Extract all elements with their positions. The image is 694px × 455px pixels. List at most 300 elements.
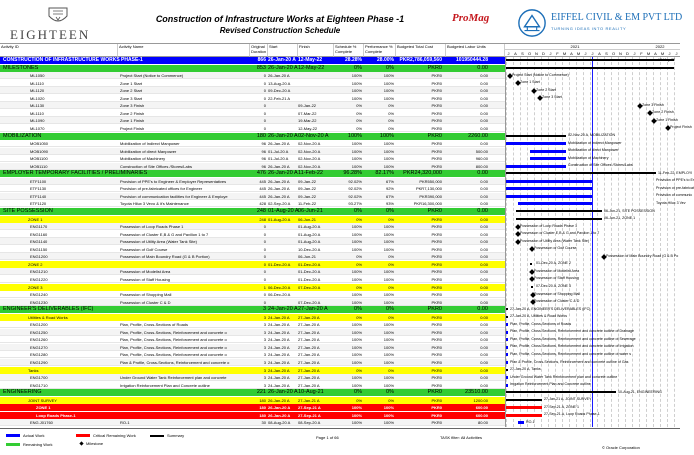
- cell-btc: PKR0: [431, 118, 442, 124]
- gantt-bar-label: Plan, Profile, Cross-Sections, Reinforcement and concrete outline of Irrigation: [510, 344, 634, 349]
- col-header-labor-units[interactable]: Budgeted Labor Units: [446, 44, 505, 57]
- cell-perf: 0%: [388, 284, 394, 290]
- cell-name: Plan, Profile, Cross-Sections, Reinforcement and concrete o: [120, 337, 227, 343]
- activity-bar[interactable]: [506, 406, 542, 409]
- cell-id: ENG1220: [30, 276, 48, 282]
- cell-units: 800.00: [475, 163, 488, 169]
- activity-row[interactable]: [0, 291, 505, 298]
- cell-btc: PKR0: [427, 208, 442, 214]
- col-header-schedule[interactable]: Schedule % Complete: [334, 44, 364, 57]
- activity-row[interactable]: [0, 102, 505, 109]
- activity-bar[interactable]: [506, 195, 592, 198]
- cell-btc: PKR0: [431, 141, 442, 147]
- gantt-bar-label: Possession of Staff Housing: [534, 276, 579, 281]
- month-label: D: [542, 51, 545, 56]
- cell-dur: 0: [263, 254, 266, 260]
- activity-row[interactable]: [0, 178, 505, 185]
- cell-btc: PKR24,320,000: [403, 170, 442, 177]
- legend-swatch: [6, 443, 20, 446]
- activity-bar[interactable]: [530, 150, 566, 153]
- month-label: M: [576, 51, 581, 56]
- cell-id: ENGINEERING: [3, 389, 42, 396]
- cell-perf: 28.00%: [377, 57, 394, 63]
- cell-units: 0.00: [480, 352, 488, 358]
- cell-dur: 180: [259, 412, 266, 418]
- cell-id: ENG1700: [30, 375, 48, 381]
- gantt-bar-label: Provision of communic: [656, 193, 693, 198]
- cell-units: 1200.00: [473, 397, 488, 403]
- activity-row[interactable]: [0, 321, 505, 328]
- cell-perf: 100%: [383, 239, 394, 245]
- cell-perf: 100%: [383, 163, 394, 169]
- cell-dur: 3: [263, 375, 266, 381]
- cell-btc: PKR0: [431, 352, 442, 358]
- activity-bar[interactable]: [506, 346, 508, 349]
- wbs-row[interactable]: [0, 404, 505, 411]
- activity-row[interactable]: [0, 351, 505, 358]
- activity-row[interactable]: [0, 80, 505, 87]
- activity-row[interactable]: [0, 419, 505, 426]
- activity-bar[interactable]: [506, 165, 566, 168]
- cell-name: Mobilization of direct Manpower: [120, 148, 177, 154]
- cell-finish: 01-Dec-20 A: [298, 261, 321, 267]
- activity-row[interactable]: [0, 246, 505, 253]
- cell-sched: 0%: [354, 64, 362, 71]
- activity-bar[interactable]: [518, 202, 592, 205]
- legend-milestone: [80, 441, 103, 446]
- cell-dur: 476: [256, 170, 266, 177]
- wbs-row[interactable]: [0, 133, 505, 140]
- col-header-budget-cost[interactable]: Budgeted Total Cost: [396, 44, 446, 57]
- cell-start: 26-Jan-20 A: [268, 397, 290, 403]
- cell-finish: 27-Jan-20 A: [298, 360, 320, 365]
- cell-perf: 0%: [388, 397, 394, 403]
- summary-bar[interactable]: [506, 316, 508, 318]
- cell-dur: 0: [263, 110, 266, 116]
- cell-finish: 06-Jun-21: [298, 216, 317, 222]
- cell-perf: 100%: [383, 405, 394, 411]
- wbs-row[interactable]: [0, 412, 505, 419]
- activity-bar[interactable]: [506, 331, 508, 334]
- cell-btc: PKR0: [431, 382, 442, 388]
- cell-dur: 3: [263, 337, 266, 343]
- legend-swatch: [6, 434, 20, 437]
- activity-row[interactable]: [0, 193, 505, 200]
- cell-finish: 02-Nov-20 A: [298, 156, 321, 162]
- activity-row[interactable]: [0, 163, 505, 170]
- activity-row[interactable]: [0, 268, 505, 275]
- cell-finish: 01-Dec-20 A: [298, 269, 321, 275]
- cell-btc: PKR0: [431, 95, 442, 101]
- legend-label: Milestone: [86, 441, 104, 446]
- cell-dur: 445: [259, 186, 266, 192]
- gantt-bar-label: RO-1: [526, 419, 535, 424]
- legend-critical-work: [76, 433, 136, 438]
- activity-bar[interactable]: [506, 361, 508, 364]
- cell-name: [120, 65, 250, 72]
- cell-sched: 0%: [356, 284, 362, 290]
- cell-id: ML1090: [30, 118, 45, 124]
- cell-dur: 30: [261, 420, 266, 426]
- gantt-bar-label: 27-Jan-20 A, Utilities & Road Works: [510, 314, 568, 319]
- wbs-row[interactable]: [0, 261, 505, 268]
- cell-dur: 96: [261, 156, 266, 162]
- cell-dur: 445: [259, 193, 266, 199]
- activity-bar[interactable]: [506, 376, 508, 379]
- cell-btc: PKR0: [427, 64, 442, 71]
- cell-btc: PKR0: [431, 156, 442, 162]
- cell-sched: 96.28%: [343, 170, 362, 177]
- gantt-bar-label: 27-Sep-21 A, Loop Roads Phase-1: [544, 412, 600, 417]
- cell-id: SITE POSSESSION: [3, 208, 53, 214]
- col-header-duration[interactable]: Original Duration: [250, 44, 268, 57]
- activity-row[interactable]: [0, 336, 505, 343]
- summary-bar[interactable]: [506, 59, 674, 61]
- cell-sched: 0%: [356, 216, 362, 222]
- summary-bar[interactable]: [506, 391, 616, 393]
- gantt-bar-label: 07-Dec-20 A, ZONE 3: [536, 284, 571, 288]
- cell-sched: 100%: [351, 88, 362, 94]
- cell-units: 0.00: [480, 88, 488, 94]
- cell-units: 101950444.28: [456, 57, 488, 63]
- activity-row[interactable]: [0, 87, 505, 94]
- cell-finish: 27-Sep-21 A: [298, 412, 321, 418]
- cell-units: 0.00: [477, 170, 488, 177]
- gantt-bar-label: Possession of Main Boundry Road (G & B Po: [606, 253, 679, 258]
- gantt-bar-label: Plan, Profile, Cross-Sections, Reinforcement and concrete outline of Drainage: [510, 329, 635, 334]
- cell-name: Toyota Hilux 3 Vevo & it's Maintenance: [120, 201, 189, 207]
- cell-perf: 0%: [386, 64, 394, 71]
- cell-btc: PKR0: [431, 239, 442, 245]
- cell-sched: 100%: [351, 95, 362, 101]
- activity-bar[interactable]: [506, 323, 508, 326]
- cell-finish: 01-Dec-20 A: [298, 276, 321, 282]
- cell-units: 0.00: [480, 186, 488, 192]
- activity-bar[interactable]: [506, 187, 592, 190]
- cell-units: 0.00: [480, 314, 488, 320]
- gantt-bar-label: Possession of Utility Area (Water Tank Site): [520, 238, 590, 243]
- cell-finish: 07-Mar-22: [298, 110, 317, 116]
- legend-remaining-work: [6, 442, 53, 447]
- cell-units: 0.00: [480, 141, 488, 147]
- activity-row[interactable]: [0, 329, 505, 336]
- activity-row[interactable]: [0, 110, 505, 117]
- cell-id: MOB1100: [30, 156, 48, 162]
- summary-bar[interactable]: [506, 135, 566, 137]
- cell-start: 01-Jul-20 A: [268, 148, 289, 154]
- cell-sched: 92.02%: [348, 178, 362, 184]
- cell-sched: 0%: [356, 397, 362, 403]
- cell-sched: 100%: [351, 329, 362, 335]
- gantt-bar-label: Irrigation Reinforcement Plan and Concrete outline: [510, 382, 591, 387]
- cell-id: ZONE 1: [36, 405, 51, 411]
- cell-perf: 100%: [383, 246, 394, 252]
- cell-name: Mobilization of Indirect Manpower: [120, 141, 180, 147]
- cell-perf: 67%: [385, 193, 394, 199]
- month-label: A: [598, 51, 601, 56]
- activity-bar[interactable]: [506, 353, 508, 356]
- cell-finish: [298, 80, 334, 87]
- summary-bar[interactable]: [506, 369, 508, 371]
- cell-start: [268, 268, 296, 275]
- activity-bar[interactable]: [518, 421, 524, 424]
- activity-row[interactable]: [0, 185, 505, 192]
- cell-units: 0.00: [480, 95, 488, 101]
- activity-bar[interactable]: [506, 384, 508, 387]
- cell-perf: 100%: [383, 148, 394, 154]
- activity-bar[interactable]: [530, 157, 566, 160]
- cell-dur: 0: [263, 224, 266, 230]
- summary-bar[interactable]: [516, 218, 602, 220]
- activity-row[interactable]: [0, 344, 505, 351]
- month-label: A: [514, 51, 517, 56]
- cell-perf: 0%: [388, 103, 394, 109]
- activity-row[interactable]: [0, 200, 505, 207]
- cell-units: 0.00: [480, 292, 488, 298]
- wbs-row[interactable]: [0, 216, 505, 223]
- summary-bar[interactable]: [506, 67, 674, 69]
- cell-dur: 0: [263, 231, 266, 237]
- cell-perf: 82.17%: [375, 170, 394, 177]
- cell-id: ENG1160: [30, 231, 48, 237]
- cell-units: 0.00: [480, 261, 488, 267]
- cell-finish: [298, 72, 334, 79]
- wbs-row[interactable]: [0, 65, 505, 72]
- cell-perf: 100%: [383, 412, 394, 418]
- cell-id: ENG1250: [30, 329, 48, 335]
- cell-units: 0.00: [480, 73, 488, 79]
- summary-bar[interactable]: [506, 172, 656, 174]
- legend-label: Summary: [167, 433, 185, 438]
- cell-finish: 10-Aug-21: [298, 389, 324, 396]
- cell-name: [120, 389, 250, 396]
- cell-units: 2260.00: [468, 132, 488, 139]
- cell-btc: PKR7,130,000: [415, 186, 442, 192]
- legend-label: Critical Remaining Work: [93, 433, 136, 438]
- cell-start: [268, 223, 296, 230]
- cell-dur: 3: [263, 367, 266, 373]
- month-label: J: [633, 51, 636, 56]
- summary-bar[interactable]: [506, 308, 508, 310]
- col-header-id[interactable]: Activity ID: [0, 44, 118, 57]
- cell-start: 26-Jan-20 A: [268, 170, 298, 177]
- cell-sched: 0%: [356, 118, 362, 124]
- cell-units: 960.00: [475, 156, 488, 162]
- cell-dur: 0: [263, 103, 266, 109]
- cell-units: 23510.00: [465, 389, 488, 396]
- gantt-bar-label: 27-Jan-20 A, Tanks: [510, 367, 541, 372]
- cell-name: [120, 284, 250, 291]
- col-header-performance[interactable]: Performance % Complete: [364, 44, 396, 57]
- cell-units: 0.00: [480, 224, 488, 230]
- cell-sched: 0%: [354, 208, 362, 214]
- cell-btc: PKR0: [431, 420, 442, 426]
- cell-dur: 248: [259, 216, 266, 222]
- month-label: F: [640, 51, 643, 56]
- cell-btc: PKR0: [431, 148, 442, 154]
- cell-dur: 428: [259, 201, 266, 207]
- cell-finish: 09-Jan-22: [298, 193, 317, 199]
- legend-swatch: [150, 435, 164, 437]
- col-header-name[interactable]: Activity Name: [118, 44, 250, 57]
- cell-name: Plan, Profile, Cross-Sections, Reinforcement and concrete o: [120, 352, 227, 358]
- activity-row[interactable]: [0, 374, 505, 381]
- cell-sched: 100%: [351, 269, 362, 275]
- col-header-finish[interactable]: Finish: [298, 44, 334, 57]
- cell-finish: [298, 95, 334, 102]
- wbs-row[interactable]: [0, 397, 505, 404]
- cell-id: ML1110: [30, 110, 44, 116]
- cell-dur: 0: [263, 80, 266, 86]
- activity-row[interactable]: [0, 125, 505, 132]
- cell-finish: 12-May-22: [298, 64, 325, 71]
- activity-row[interactable]: [0, 238, 505, 245]
- month-label: M: [646, 51, 651, 56]
- gantt-bar-label: Possession of Golf Course: [534, 246, 577, 251]
- cell-sched: 0%: [356, 103, 362, 109]
- cell-units: 0.00: [480, 367, 488, 373]
- cell-finish: 10-Dec-20 A: [298, 246, 321, 252]
- gantt-bar-label: Mobilization of direct Manpower: [568, 148, 619, 153]
- activity-row[interactable]: [0, 155, 505, 162]
- cell-name: [120, 412, 250, 419]
- activity-row[interactable]: [0, 140, 505, 147]
- cell-perf: 100%: [383, 73, 394, 79]
- activity-row[interactable]: [0, 231, 505, 238]
- cell-start: 26-Jan-20 A: [268, 389, 298, 396]
- activity-row[interactable]: [0, 148, 505, 155]
- activity-row[interactable]: [0, 276, 505, 283]
- cell-id: CONSTRUCTION OF INFRASTRUCTURE WORKS PHASE-1: [3, 57, 143, 63]
- activity-row[interactable]: [0, 359, 505, 366]
- cell-start: 24-Jan-20 A: [268, 329, 290, 335]
- cell-sched: 0%: [356, 261, 362, 267]
- wbs-row[interactable]: [0, 208, 505, 215]
- cell-name: Possession of Utility Area (Water Tank Site): [120, 239, 197, 245]
- wbs-row[interactable]: [0, 314, 505, 321]
- summary-bar[interactable]: [506, 399, 542, 401]
- cell-units: 0.00: [480, 375, 488, 381]
- cell-dur: 1: [263, 284, 266, 290]
- cell-perf: 100%: [383, 344, 394, 350]
- month-label: O: [527, 51, 532, 56]
- milestone-icon: [79, 441, 83, 445]
- activity-row[interactable]: [0, 253, 505, 260]
- cell-id: ENGINEER'S DELIVERABLES (IFC): [3, 306, 94, 313]
- cell-id: Loop Roads Phase-1: [36, 412, 76, 418]
- gantt-gridline: [597, 57, 598, 427]
- gantt-bar-label: Zone 3 Start: [542, 95, 562, 100]
- cell-perf: 100%: [383, 382, 394, 388]
- activity-row[interactable]: [0, 72, 505, 79]
- gantt-bar-label: Plan, Profile, Cross-Sections, Reinforcement and concrete outline of water s: [510, 351, 632, 356]
- cell-finish: 12-May-22: [298, 125, 318, 131]
- cell-id: ENG1290: [30, 360, 48, 365]
- cell-sched: 28.28%: [345, 57, 362, 63]
- gantt-bar-label: Provision of PPE's to Er: [656, 178, 694, 183]
- wbs-row[interactable]: [0, 367, 505, 374]
- cell-units: 0.00: [480, 337, 488, 343]
- cell-dur: 0: [263, 261, 266, 267]
- month-label: S: [521, 51, 524, 56]
- wbs-row[interactable]: [0, 284, 505, 291]
- cell-units: 600.00: [475, 405, 488, 411]
- cell-finish: 27-Sep-21 A: [298, 405, 321, 411]
- cell-finish: 27-Jan-20 A: [298, 329, 320, 335]
- wbs-row[interactable]: [0, 57, 505, 64]
- report-title: Construction of Infrastructure Works at Eighteen Phase -1: [155, 14, 405, 24]
- cell-start: [268, 276, 296, 283]
- cell-btc: PKR390,000: [419, 193, 442, 199]
- cell-units: 0.00: [480, 276, 488, 282]
- cell-name: Mobilization of Machinery: [120, 156, 166, 162]
- cell-start: 26-Jan-20 A: [268, 64, 298, 71]
- activity-bar[interactable]: [506, 338, 508, 341]
- cell-perf: 100%: [383, 322, 394, 328]
- wbs-row[interactable]: [0, 389, 505, 396]
- cell-units: 0.00: [477, 64, 488, 71]
- summary-bar[interactable]: [531, 286, 533, 288]
- cell-btc: PKR0: [431, 231, 442, 237]
- cell-units: 0.00: [480, 216, 488, 222]
- activity-bar[interactable]: [506, 180, 592, 183]
- cell-name: Project Start (Notice to Commence): [120, 73, 184, 79]
- activity-bar[interactable]: [506, 142, 566, 145]
- cell-perf: 92%: [385, 186, 394, 192]
- cell-id: ML1020: [30, 95, 45, 101]
- activity-row[interactable]: [0, 95, 505, 102]
- activity-row[interactable]: [0, 382, 505, 389]
- col-header-start[interactable]: Start: [268, 44, 298, 57]
- cell-start: 24-Jan-20 A: [268, 306, 298, 313]
- cell-units: 0.00: [477, 208, 488, 214]
- cell-id: ENG1260: [30, 337, 48, 343]
- activity-row[interactable]: [0, 299, 505, 306]
- gantt-bar-label: Project Finish: [670, 125, 692, 130]
- cell-name: Possession of Shopping Mall: [120, 292, 172, 298]
- cell-sched: 0%: [356, 367, 362, 373]
- cell-start: 24-Jan-20 A: [268, 337, 290, 343]
- cell-name: Irrigation Reinforcement Plan and Concrete outline: [120, 382, 210, 388]
- report-footer: [0, 428, 680, 455]
- cell-finish: 01-Aug-20 A: [298, 224, 321, 230]
- cell-finish: 27-Jan-20 A: [298, 367, 320, 373]
- cell-dur: 180: [259, 397, 266, 403]
- activity-row[interactable]: [0, 117, 505, 124]
- month-label: O: [611, 51, 616, 56]
- cell-sched: 100%: [351, 80, 362, 86]
- cell-dur: 0: [263, 299, 266, 305]
- summary-bar[interactable]: [516, 210, 602, 212]
- cell-dur: 445: [259, 178, 266, 184]
- legend-summary: [150, 433, 184, 438]
- cell-start: 24-Jan-20 A: [268, 367, 290, 373]
- cell-btc: PKR0: [431, 163, 442, 169]
- cell-perf: 100%: [383, 360, 394, 365]
- legend-actual-work: [6, 433, 45, 438]
- activity-row[interactable]: [0, 223, 505, 230]
- cell-name: [120, 170, 250, 177]
- summary-bar[interactable]: [530, 263, 532, 265]
- cell-id: ENG1280: [30, 352, 48, 358]
- year-label: 2022: [655, 44, 665, 49]
- wbs-row[interactable]: [0, 306, 505, 313]
- cell-id: ETF1100: [30, 178, 47, 184]
- wbs-row[interactable]: [0, 170, 505, 177]
- cell-perf: 0%: [386, 208, 394, 214]
- cell-finish: 09-Jan-22: [298, 103, 317, 109]
- activity-bar[interactable]: [506, 414, 542, 417]
